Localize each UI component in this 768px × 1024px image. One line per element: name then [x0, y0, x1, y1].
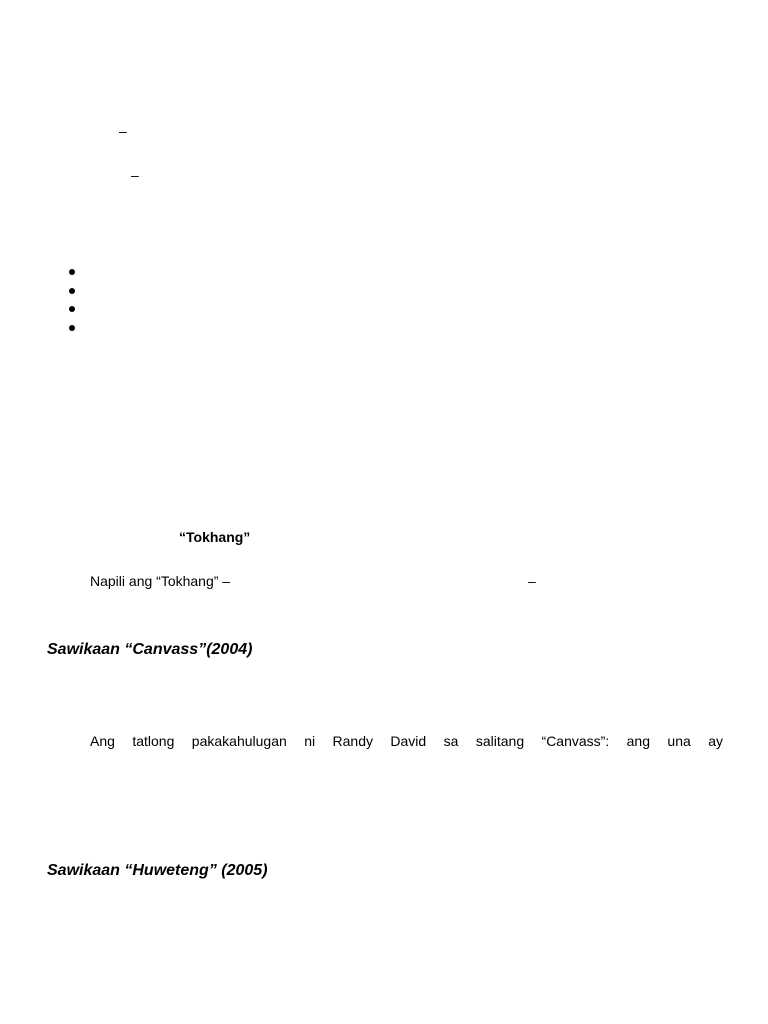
dash-mark: –: [131, 167, 139, 183]
dash-mark: –: [528, 573, 536, 589]
bullet-dot-icon: [69, 306, 75, 312]
tokhang-paragraph-line: Napili ang “Tokhang” –: [90, 573, 231, 589]
huweteng-section-heading: Sawikaan “Huweteng” (2005): [47, 862, 268, 879]
bullet-dot-icon: [69, 288, 75, 294]
bullet-dot-icon: [69, 269, 75, 275]
dash-mark: –: [119, 123, 127, 139]
canvass-section-heading: Sawikaan “Canvass”(2004): [47, 641, 253, 658]
bullet-dot-icon: [69, 325, 75, 331]
canvass-paragraph-line: Ang tatlong pakakahulugan ni Randy David sa salitang “Canvass”: ang una ay: [90, 733, 723, 749]
tokhang-heading: “Tokhang”: [179, 529, 251, 545]
